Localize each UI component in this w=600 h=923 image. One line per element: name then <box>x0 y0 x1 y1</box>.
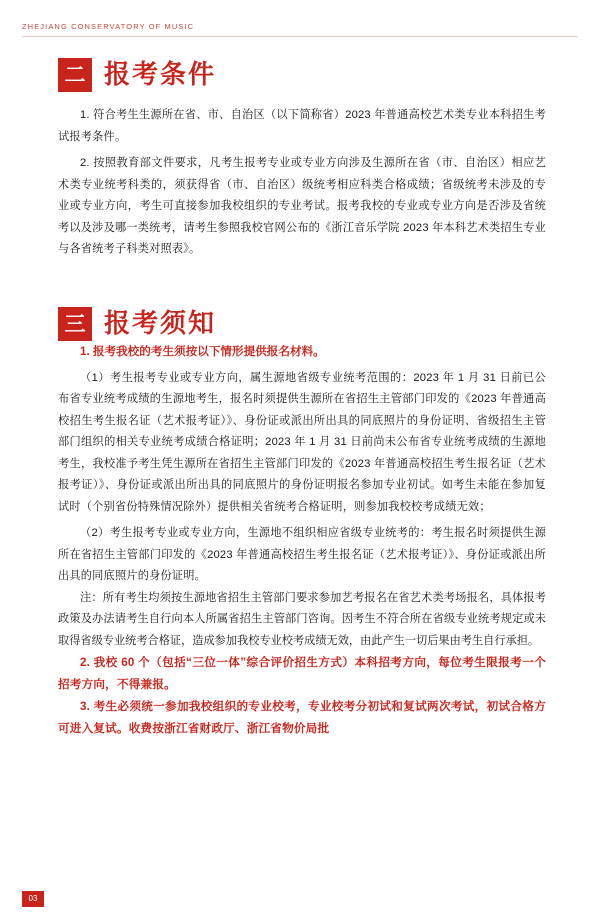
institution-name-en: ZHEJIANG CONSERVATORY OF MUSIC <box>22 22 195 31</box>
section-baokao-tiaojian <box>58 58 546 261</box>
section-spacer <box>58 261 546 307</box>
section-2-paragraph-1: 1. 符合考生生源所在省、市、自治区（以下简称省）2023 年普通高校艺术类专业本科招生考试报考条件。 <box>58 109 546 143</box>
section-baokao-xuzhi <box>58 307 546 741</box>
section-3-heading <box>58 307 546 341</box>
section-2-heading <box>58 58 546 92</box>
section-3-title: 报考须知 <box>104 308 217 338</box>
page-header <box>0 22 600 44</box>
section-3-red-item-2: 2. 我校 60 个（包括“三位一体”综合评价招生方式）本科招考方向，每位考生限报考一个招考方向，不得兼报。 <box>58 656 546 691</box>
header-divider <box>22 36 578 37</box>
section-2-title: 报考条件 <box>104 60 217 89</box>
section-3-note: 注：所有考生均须按生源地省招生主管部门要求参加艺考报名在省艺术类考场报名，具体报考政策及办法请考生自行向本人所属省招生主管部门咨询。因考生不符合所在省级专业统考规定或未取得省级专业统考合格证，造成参加我校专业校考成绩无效，由此产生一切后果由考生自行承担。 <box>58 591 546 647</box>
section-2-paragraph-2: 2. 按照教育部文件要求，凡考生报考专业或专业方向涉及生源所在省（市、自治区）相应艺术类专业统考科类的，须获得省（市、自治区）级统考相应科类合格成绩；省级统考未涉及的专业或专业方向，考生可直接参加我校组织的专业考试。报考我校的专业或专业方向是否涉及省统考以及涉及哪一类统考，请考生参照我校官网公布的《浙江音乐学院 2023 年本科艺术类招生专业与各省统考子科类对照表》。 <box>58 157 546 255</box>
section-2-badge: 二 <box>58 58 92 92</box>
page-content <box>58 58 546 740</box>
section-3-red-item-3: 3. 考生必须统一参加我校组织的专业校考，专业校考分初试和复试两次考试，初试合格方可进入复试。收费按浙江省财政厅、浙江省物价局批 <box>58 700 546 735</box>
section-3-paragraph-1: （1）考生报考专业或专业方向，属生源地省级专业统考范围的：2023 年 1 月 31 日前已公布省专业统考成绩的生源地考生，报名时须提供生源所在省招生主管部门印发的《2023 年普通高校招生考生报名证（艺术报考证）》、身份证或派出所出具的同底照片的身份证明、省级招生主管部门组织的相关专业统考成绩合格证明；2023 年 1 月 31 日前尚未公布省专业统考成绩的生源地考生，我校准予考生凭生源所在省招生主管部门印发的《2023 年普通高校招生考生报名证（艺术报考证）》、身份证或派出所出具的同底照片的身份证明报名参加专业初试。如考生未能在参加复试时（个别省份特殊情况除外）提供相关省统考合格证明，则参加我校校考成绩无效； <box>58 371 546 513</box>
section-3-paragraph-2: （2）考生报考专业或专业方向，生源地不组织相应省级专业统考的：考生报名时须提供生源所在省招生主管部门印发的《2023 年普通高校招生考生报名证（艺术报考证）》、身份证或派出所出具的同底照片的身份证明。 <box>58 527 546 582</box>
section-3-badge: 三 <box>58 307 92 341</box>
page-number-badge: 03 <box>22 891 44 907</box>
section-3-red-heading: 1. 报考我校的考生须按以下情形提供报名材料。 <box>80 344 325 358</box>
